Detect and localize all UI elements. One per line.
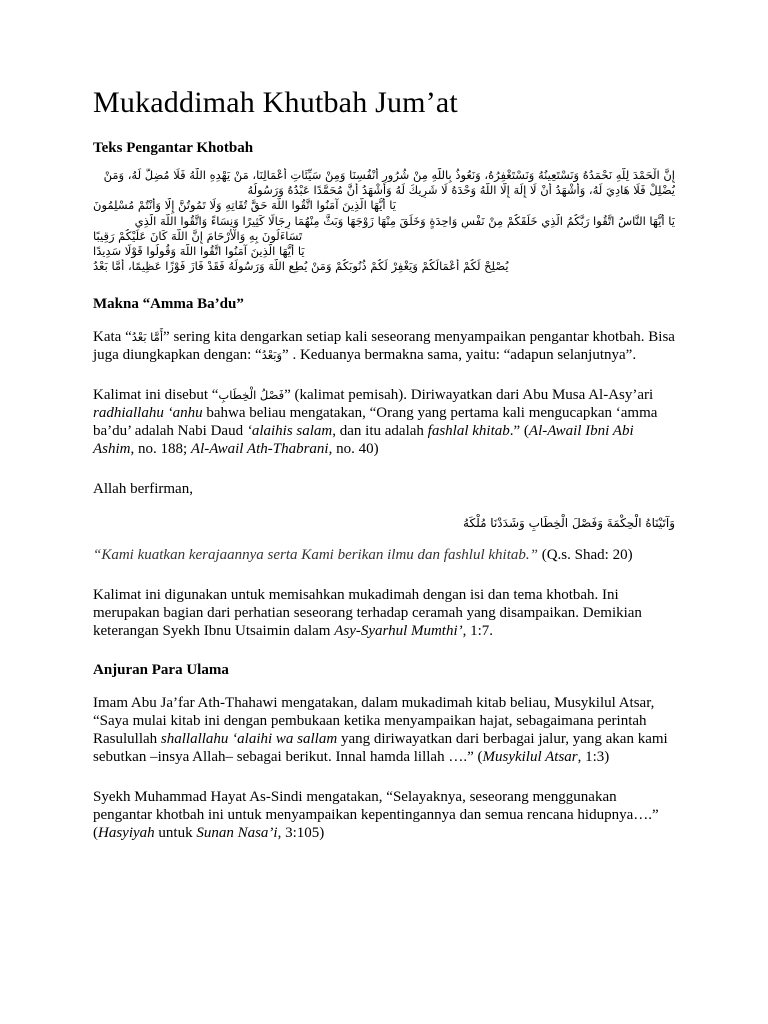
paragraph-syekh-muhammad-hayat: Syekh Muhammad Hayat As-Sindi mengatakan, “Selayaknya, seseorang menggunakan pengantar khotbah ini untuk menyampaikan kepentingannya dan semua rencana hidupnya….” (Hasyiyah untuk Sunan Nasa’i, 3:105) <box>93 789 659 842</box>
arabic-inline: وَبَعْدُ <box>261 348 283 363</box>
heading-anjuran-para-ulama: Anjuran Para Ulama <box>93 662 229 679</box>
arabic-verse: وَآتَيْنَاهُ الْحِكْمَةَ وَفَصْلَ الْخِطَابِ وَشَدَدْنَا مُلْكَهُ <box>463 516 675 531</box>
arabic-line: يَا أَيُّهَا النَّاسُ اتَّقُوا رَبَّكُمُ الَّذِي خَلَقَكُمْ مِنْ نَفْسٍ وَاحِدَةٍ وَخَلَقَ مِنْهَا زَوْجَهَا وَبَثَّ مِنْهُمَا رِجَالًا كَثِيرًا وَنِسَاءً وَاتَّقُوا اللَّهَ الَّذِي <box>134 213 675 228</box>
arabic-line: يَا أَيُّهَا الَّذِينَ آمَنُوا اتَّقُوا اللَّهَ حَقَّ تُقَاتِهِ وَلَا تَمُوتُنَّ إِلَّا وَأَنْتُمْ مُسْلِمُونَ <box>93 198 396 213</box>
heading-teks-pengantar: Teks Pengantar Khotbah <box>93 140 254 156</box>
paragraph-kalimat-digunakan: Kalimat ini digunakan untuk memisahkan mukadimah dengan isi dan tema khotbah. Ini merupakan bagian dari perhatian seseorang terhadap ceramah yang disampaikan. Demikian keterangan Syekh Ibnu Utsaimin dalam Asy-Syarhul Mumthi’, 1:7. <box>93 587 642 640</box>
paragraph-kata: Kata “أَمَّا بَعْدُ” sering kita dengarkan setiap kali seseorang menyampaikan pengantar khotbah. Bisa juga diungkapkan dengan: “وَبَعْدُ” . Keduanya bermakna sama, yaitu: “adapun selanjutnya”. <box>93 329 675 364</box>
verse-translation: “Kami kuatkan kerajaannya serta Kami berikan ilmu dan fashlul khitab.” (Q.s. Shad: 20) <box>93 547 633 564</box>
arabic-line: إِنَّ الْحَمْدَ لِلَّهِ نَحْمَدُهُ وَنَسْتَعِينُهُ وَنَسْتَغْفِرُهُ، وَنَعُوذُ بِاللَّهِ مِنْ شُرُورِ أَنْفُسِنَا وَمِنْ سَيِّئَاتِ أَعْمَالِنَا، مَنْ يَهْدِهِ اللَّهُ فَلَا مُضِلَّ لَهُ، وَمَنْ <box>103 168 675 182</box>
arabic-line: يُصْلِحْ لَكُمْ أَعْمَالَكُمْ وَيَغْفِرْ لَكُمْ ذُنُوبَكُمْ وَمَنْ يُطِعِ اللَّهَ وَرَسُولَهُ فَقَدْ فَازَ فَوْزًا عَظِيمًا، أَمَّا بَعْدُ <box>93 259 509 274</box>
paragraph-imam-abu-jafar: Imam Abu Ja’far Ath-Thahawi mengatakan, dalam mukadimah kitab beliau, Musykilul Atsar, “Saya mulai kitab ini dengan pembukaan ketika menyampaikan hajat, sebagaimana perintah Rasulullah shallallahu ‘alaihi wa sallam yang diriwayatkan dari berbagai jalur, yang akan kami sebutkan –insya Allah– sebagai berikut. Innal hamda lillah ….” (Musykilul Atsar, 1:3) <box>93 695 668 766</box>
paragraph-kalimat-disebut: Kalimat ini disebut “فَصْلُ الْخِطَابِ” (kalimat pemisah). Diriwayatkan dari Abu Musa Al-Asy’ari radhiallahu ‘anhu bahwa beliau mengatakan, “Orang yang pertama kali mengucapkan ‘amma ba’du’ adalah Nabi Daud ‘alaihis salam, dan itu adalah fashlal khitab.” (Al-Awail Ibni Abi Ashim, no. 188; Al-Awail Ath-Thabrani, no. 40) <box>93 387 658 458</box>
arabic-line: يُضْلِلْ فَلَا هَادِيَ لَهُ، وَأَشْهَدُ أَنْ لَا إِلَهَ إِلَّا اللَّهُ وَحْدَهُ لَا شَرِيكَ لَهُ وَأَشْهَدُ أَنَّ مُحَمَّدًا عَبْدُهُ وَرَسُولُهُ <box>247 183 675 198</box>
heading-makna-amma-badu: Makna “Amma Ba’du” <box>93 296 244 313</box>
document-title: Mukaddimah Khutbah Jum’at <box>93 86 458 119</box>
paragraph-allah-berfirman: Allah berfirman, <box>93 481 193 498</box>
arabic-inline: أَمَّا بَعْدُ <box>131 330 164 345</box>
arabic-khutbah-text <box>93 168 675 274</box>
arabic-line: يَا أَيُّهَا الَّذِينَ آمَنُوا اتَّقُوا اللَّهَ وَقُولُوا قَوْلًا سَدِيدًا <box>93 244 305 259</box>
arabic-inline: فَصْلُ الْخِطَابِ <box>218 388 285 403</box>
arabic-line: تَسَاءَلُونَ بِهِ وَالْأَرْحَامَ إِنَّ اللَّهَ كَانَ عَلَيْكُمْ رَقِيبًا <box>93 228 303 243</box>
